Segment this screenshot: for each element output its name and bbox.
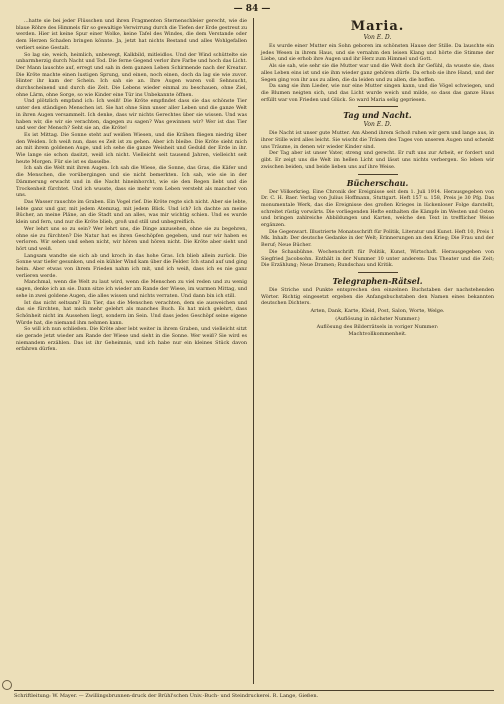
maria-paragraph: Als sie sah, wie sehr sie die Mutter war und die Welt doch ihr Gefühl, da wusste sie, dass alles Leben eins ist und sie ihm wieder ganz gehören dürfe. Da erhob sie ihre Hand, und der Segen ging von ihr aus zu allen, die da leiden und zu allen, die hoffen. <box>261 63 494 83</box>
maria-author: Von E. D. <box>363 34 392 41</box>
body-paragraph: Ist das nicht seltsam? Ein Tier, das die Menschen verachten, dem sie ausweichen und das sie fürchten, hat mich mehr gelehrt als manches Buch. Es hat mich gelehrt, dass Schönheit nicht im Aussehen liegt, sondern im Sein. Und dass jedes Geschöpf seine eigene Würde hat, die niemand ihm nehmen kann. <box>16 299 248 326</box>
section-divider <box>358 174 398 175</box>
section-divider <box>358 272 398 273</box>
tag-und-nacht-author: Von E. D. <box>363 121 392 129</box>
section-divider <box>358 106 398 107</box>
raetsel-title: Telegraphen-Rätsel. <box>332 275 423 286</box>
body-paragraph: So will ich nun schließen. Die Kröte aber lebt weiter in ihrem Graben, und vielleicht sitzt sie gerade jetzt wieder am Rande der Wiese und sieht in die Sonne. Wer weiß? Sie wird es niemandem erzählen. Das ist ihr Geheimnis, und ich habe nur ein kleines Stück davon erfahren dürfen. <box>16 326 248 353</box>
body-paragraph: Manchmal, wenn die Welt zu laut wird, wenn die Menschen zu viel reden und zu wenig sagen, denke ich an sie. Dann sitze ich wieder am Rande der Wiese, im warmen Mittag, und sehe in zwei goldene Augen, die alles wissen und nichts verraten. Und dann bin ich still. <box>16 279 248 299</box>
body-paragraph: Es ist Mittag. Die Sonne steht auf weißen Wiesen, und die Krähen fliegen niedrig über den Weiden. Ich weiß nun, dass es Zeit ist zu gehen. Aber ich bleibe. Die Kröte sieht mich an mit ihrem goldenen Auge, und ich sehe die ganze Weisheit und Geduld der Erde in ihr. Wie lange sie schon dasitzt, weiß ich nicht. Vielleicht seit tausend Jahren, vielleicht seit heute Morgen. Für sie ist es dasselbe. <box>16 131 248 165</box>
page-number: — 84 — <box>233 4 271 14</box>
buecherschau-paragraph: Der Völkerkrieg. Eine Chronik der Ereignisse seit dem 1. Juli 1914. Herausgegeben von Dr. C. H. Baer. Verlag von Julius Hoffmann, Stuttgart. Heft 157 u. 158, Preis je 30 Pfg. Das monumentale Werk, das die Ereignisse des großen Krieges in lückenloser Folge darstellt, schreitet rüstig vorwärts. Die vorliegenden Hefte enthalten die Kämpfe im Westen und Osten und bringen zahlreiche Abbildungen und Karten, welche den Text in trefflicher Weise ergänzen. <box>261 188 494 229</box>
buecherschau-paragraph: Die Schaubühne. Wochenschrift für Politik, Kunst, Wirtschaft. Herausgegeben von Siegfried Jacobsohn. Enthält in der Nummer 10 unter anderem: Das Theater und die Zeit; Die Erzählung; Neue Dramen; Rundschau und Kritik. <box>261 248 494 269</box>
raetsel-solution-title: Auflösung des Bilderrätsels in voriger Nummer: <box>316 323 439 330</box>
maria-paragraph: Da sang sie ihm Lieder, wie nur eine Mutter singen kann, und die Vögel schwiegen, und die Blumen neigten sich, und das Licht wurde weich und milde, so dass das ganze Haus erfüllt war von Frieden und Glück. So ward Maria selig gepriesen. <box>261 83 494 103</box>
right-column <box>254 18 494 684</box>
body-paragraph: Langsam wandte sie sich ab und kroch in das hohe Gras. Ich blieb allein zurück. Die Sonne war tiefer gesunken, und ein kühler Wind kam über die Felder. Ich stand auf und ging heim. Aber etwas von ihrem Frieden nahm ich mit, und ich weiß, dass ich es nie ganz verlieren werde. <box>16 252 248 279</box>
raetsel-words: Arten, Dank, Karte, Kleid, Post, Salon, Worte, Welge. <box>310 308 445 315</box>
maria-paragraph: Es wurde einer Mutter ein Sohn geboren im schönsten Hause der Stille. Da lauschte ein jedes Wesen in ihrem Haus, und sie vernahm den leisen Klang und hörte die Stimme der Liebe, und sie erhob ihre Augen und ihr Herz zum Himmel und Gott. <box>261 43 494 63</box>
left-column <box>16 18 254 684</box>
certification-stamp-icon <box>2 680 12 690</box>
raetsel-solution: Machtvollkommenheit. <box>348 331 407 338</box>
tag-und-nacht-paragraph: Die Nacht ist unser gute Mutter. Am Abend ihrem Schoß ruhen wir gern und lange aus, in ihrer Stille wird alles leicht. Sie wischt die Tränen des Tages von unseren Augen und schenkt uns Träume, in denen wir wieder Kinder sind. <box>261 130 494 150</box>
raetsel-intro: Die Striche und Punkte entsprechen den einzelnen Buchstaben der nachstehenden Wörter. Richtig eingesetzt ergeben die Anfangsbuchstaben den Namen eines bekannten deutschen Dichters. <box>261 286 494 307</box>
buecherschau-title: Bücherschau. <box>346 177 409 188</box>
body-paragraph: So lag sie, weich, heimlich, unbewegt, Kalkbild, mitleidlos. Und der Wind schüttelte sie unbarmherzig durch Nacht und Tod. Die ferne Gegend verlor ihre Farbe und hoch das Licht. Der Mann lauschte auf, erregt und sah in dem ganzen Leben Schirmende nach der Kreatur. Die Kröte machte einen lustigen Sprung, und einen, noch einen, doch da lag sie wie zuvor. Hinter ihr kam der Schein. Ich sah sie an. Ihre Augen waren voll Sehnsucht, durchscheinend und durch die Zeit. Die Lebens wieder einmal zu beschauen, ohne Ziel, ohne Lärm, ohne Sorge, so wie Kinder eine Tür ins Unbekannte öffnen. <box>16 51 248 98</box>
body-paragraph: Wer lehrt uns so zu sein? Wer lehrt uns, die Dinge anzusehen, ohne sie zu begehren, ohne sie zu fürchten? Die Natur hat es ihren Geschöpfen gegeben, und nur wir haben es verloren. Wir sehen und sehen nicht, wir hören und hören nicht. Die Kröte aber sieht und hört und weiß. <box>16 225 248 252</box>
two-column-layout <box>16 18 494 684</box>
body-paragraph: Das Wasser rauschte im Graben. Ein Vogel rief. Die Kröte regte sich nicht. Aber sie lebte, lebte ganz und gar, mit jedem Atemzug, mit jedem Blick. Und ich? Ich dachte an meine Bücher, an meine Pläne, an die Stadt und an alles, was mir wichtig schien. Und es wurde klein und fern, und nur die Kröte blieb, groß und still und unbegreiflich. <box>16 198 248 226</box>
body-paragraph: Und plötzlich empfand ich: Ich weiß! Die Kröte empfindet dass sie das schönste Tier unter den ständigen Menschen ist. Sie hat ohne Sinn unser aller Leben und die ganze Welt in ihren Augen versammelt. Ich denke, dass wir nichts Gerechtes über sie wissen. Und was haben wir, die wir sie verachten, dagegen zu sagen? Was gewinnen wir? Wer ist das Tier und wer der Mensch? Seht sie an, die Kröte! <box>16 98 248 132</box>
buecherschau-paragraph: Die Gegenwart. Illustrierte Monatsschrift für Politik, Literatur und Kunst. Heft 10, Preis 1 Mk. Inhalt: Der deutsche Gedanke in der Welt; Erinnerungen an den Krieg; Die Frau und der Beruf; Neue Bücher. <box>261 228 494 249</box>
body-paragraph: ...hatte sie bei jeder Flüsschen und ihren Fragmenten Sternenschleier gerecht, wie die blaue Röhre des Himmels für so gewaltige Verwirrung durch die Tiefen der Erde gestreut zu werden. Hier ist keine Spur einer Wolke, keine Tafel des Windes, die dem Verstande oder dem Herzen Schaden bringen könnte. Ja, jetzt hat nichts Bestand und alles Wohlgefallen verliert seine Gestalt. <box>16 18 248 51</box>
tag-und-nacht-title: Tag und Nacht. <box>343 110 412 121</box>
raetsel-note: (Auflösung in nächster Nummer.) <box>335 315 420 322</box>
maria-title: Maria. <box>350 19 405 34</box>
imprint-footer: Schriftleitung: W. Mayer. — Zwillingsbrunnen-druck der Brühl'schen Univ.-Buch- und Steindruckerei. R. Lange, Gießen. <box>14 690 494 700</box>
tag-und-nacht-paragraph: Der Tag aber ist unser Vater, streng und gerecht. Er ruft uns zur Arbeit, er fordert und gibt. Er zeigt uns die Welt im hellen Licht und lässt uns nichts verbergen. So leben wir zwischen beiden, und beide lieben uns auf ihre Weise. <box>261 150 494 170</box>
body-paragraph: Ich sah die Welt mit ihren Augen. Ich sah die Wiese, die Sonne, das Gras, die Käfer und die Menschen, die vorübergingen und sie nicht bemerkten. Ich sah, wie sie in der Dämmerung erwacht und in die Nacht hineinhorcht, wie sie den Regen liebt und die Trockenheit fürchtet. Und ich wusste, dass sie mehr vom Leben versteht als mancher von uns. <box>16 165 248 199</box>
